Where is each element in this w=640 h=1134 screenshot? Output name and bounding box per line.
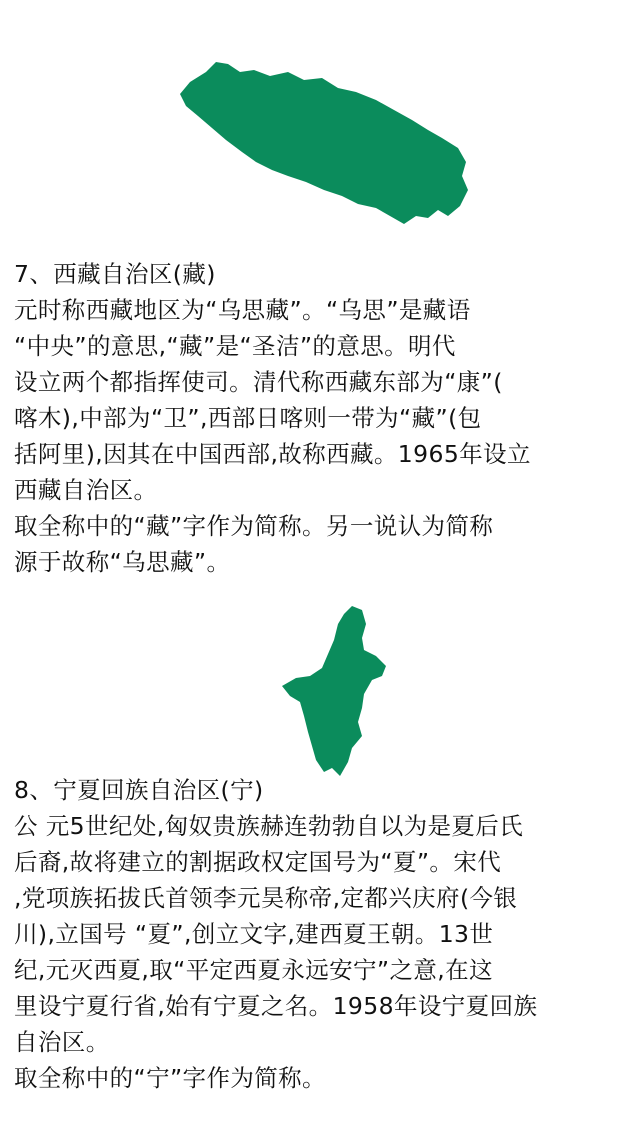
body-line: 里设宁夏行省,始有宁夏之名。1958年设宁夏回族 bbox=[14, 992, 538, 1020]
ningxia-map-shape bbox=[282, 606, 386, 776]
section-title: 7、西藏自治区(藏) bbox=[14, 260, 216, 288]
body-line: 源于故称“乌思藏”。 bbox=[14, 548, 231, 576]
body-line: 取全称中的“宁”字作为简称。 bbox=[14, 1064, 326, 1092]
body-line: “中央”的意思,“藏”是“圣洁”的意思。明代 bbox=[14, 332, 456, 360]
section-title: 8、宁夏回族自治区(宁) bbox=[14, 776, 264, 804]
ningxia-map-icon bbox=[278, 604, 390, 782]
body-line: 设立两个都指挥使司。清代称西藏东部为“康”( bbox=[14, 368, 503, 396]
body-line: 西藏自治区。 bbox=[14, 476, 158, 504]
section-ningxia bbox=[14, 772, 630, 1096]
tibet-map-shape bbox=[180, 62, 468, 224]
body-line: 自治区。 bbox=[14, 1028, 110, 1056]
body-line: 取全称中的“藏”字作为简称。另一说认为简称 bbox=[14, 512, 494, 540]
body-line: 纪,元灭西夏,取“平定西夏永远安宁”之意,在这 bbox=[14, 956, 493, 984]
section-tibet bbox=[14, 256, 630, 580]
body-line: 公 元5世纪处,匈奴贵族赫连勃勃自以为是夏后氏 bbox=[14, 812, 524, 840]
body-line: ,党项族拓拔氏首领李元昊称帝,定都兴庆府(今银 bbox=[14, 884, 518, 912]
body-line: 喀木),中部为“卫”,西部日喀则一带为“藏”(包 bbox=[14, 404, 482, 432]
tibet-map-icon bbox=[176, 58, 470, 230]
body-line: 川),立国号 “夏”,创立文字,建西夏王朝。13世 bbox=[14, 920, 494, 948]
body-line: 后裔,故将建立的割据政权定国号为“夏”。宋代 bbox=[14, 848, 502, 876]
body-line: 元时称西藏地区为“乌思藏”。“乌思”是藏语 bbox=[14, 296, 471, 324]
body-line: 括阿里),因其在中国西部,故称西藏。1965年设立 bbox=[14, 440, 531, 468]
